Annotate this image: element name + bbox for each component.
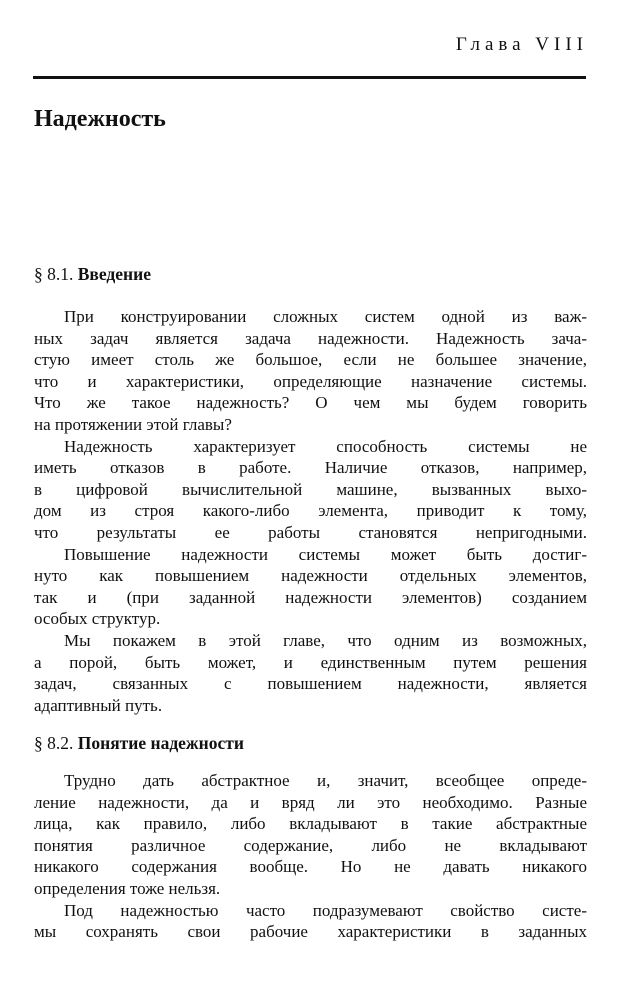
text-line: лица, как правило, либо вкладывают в такие абстрактные: [34, 814, 587, 834]
text-line: адаптивный путь.: [34, 695, 163, 715]
text-line: Мы покажем в этой главе, что одним из возможных,: [64, 630, 587, 650]
text-line: Надежность характеризует способность системы не: [64, 436, 587, 456]
text-line: мы сохранять свои рабочие характеристики в заданных: [34, 922, 587, 942]
text-line: Под надежностью часто подразумевают свойство систе-: [64, 900, 587, 920]
section-number: § 8.1.: [34, 264, 74, 284]
text-line: понятия различное содержание, либо не вкладывают: [34, 835, 587, 855]
text-line: Что же такое надежность? О чем мы будем говорить: [34, 393, 587, 413]
section-title: Введение: [77, 264, 151, 284]
text-line: никакого содержания вообще. Но не давать никакого: [34, 857, 587, 877]
header-rule: [33, 76, 586, 79]
text-line: в цифровой вычислительной машине, вызванных выхо-: [34, 479, 587, 499]
text-line: особых структур.: [34, 609, 161, 629]
text-line: Повышение надежности системы может быть достиг-: [64, 544, 587, 564]
text-line: Трудно дать абстрактное и, значит, всеобщее опреде-: [64, 771, 587, 790]
text-line: что результаты ее работы становятся непригодными.: [34, 522, 587, 542]
text-line: что и характеристики, определяющие назначение системы.: [34, 371, 587, 391]
text-line: ление надежности, да и вряд ли это необходимо. Разные: [34, 792, 587, 812]
section-body-8-2: [34, 770, 587, 943]
section-body-8-1: [34, 306, 587, 716]
text-line: ных задач является задача надежности. Надежность зача-: [34, 328, 587, 348]
text-line: стую имеет столь же большое, если не большее значение,: [34, 350, 587, 370]
section-heading-8-2: [34, 733, 244, 754]
text-line: задач, связанных с повышением надежности, является: [34, 674, 587, 694]
text-line: дом из строя какого-либо элемента, приводит к тому,: [34, 501, 587, 521]
text-line: нуто как повышением надежности отдельных элементов,: [34, 566, 587, 586]
section-heading-8-1: [34, 264, 151, 285]
text-line: иметь отказов в работе. Наличие отказов, например,: [34, 458, 587, 478]
text-line: на протяжении этой главы?: [34, 414, 232, 434]
text-line: определения тоже нельзя.: [34, 878, 221, 898]
text-line: При конструировании сложных систем одной из важ-: [64, 307, 587, 326]
section-number: § 8.2.: [34, 733, 74, 753]
chapter-title: Надежность: [34, 106, 166, 132]
section-title: Понятие надежности: [77, 733, 244, 753]
text-line: а порой, быть может, и единственным путем решения: [34, 652, 587, 672]
chapter-label: Глава VIII: [455, 34, 588, 55]
text-line: так и (при заданной надежности элементов) созданием: [34, 587, 587, 607]
